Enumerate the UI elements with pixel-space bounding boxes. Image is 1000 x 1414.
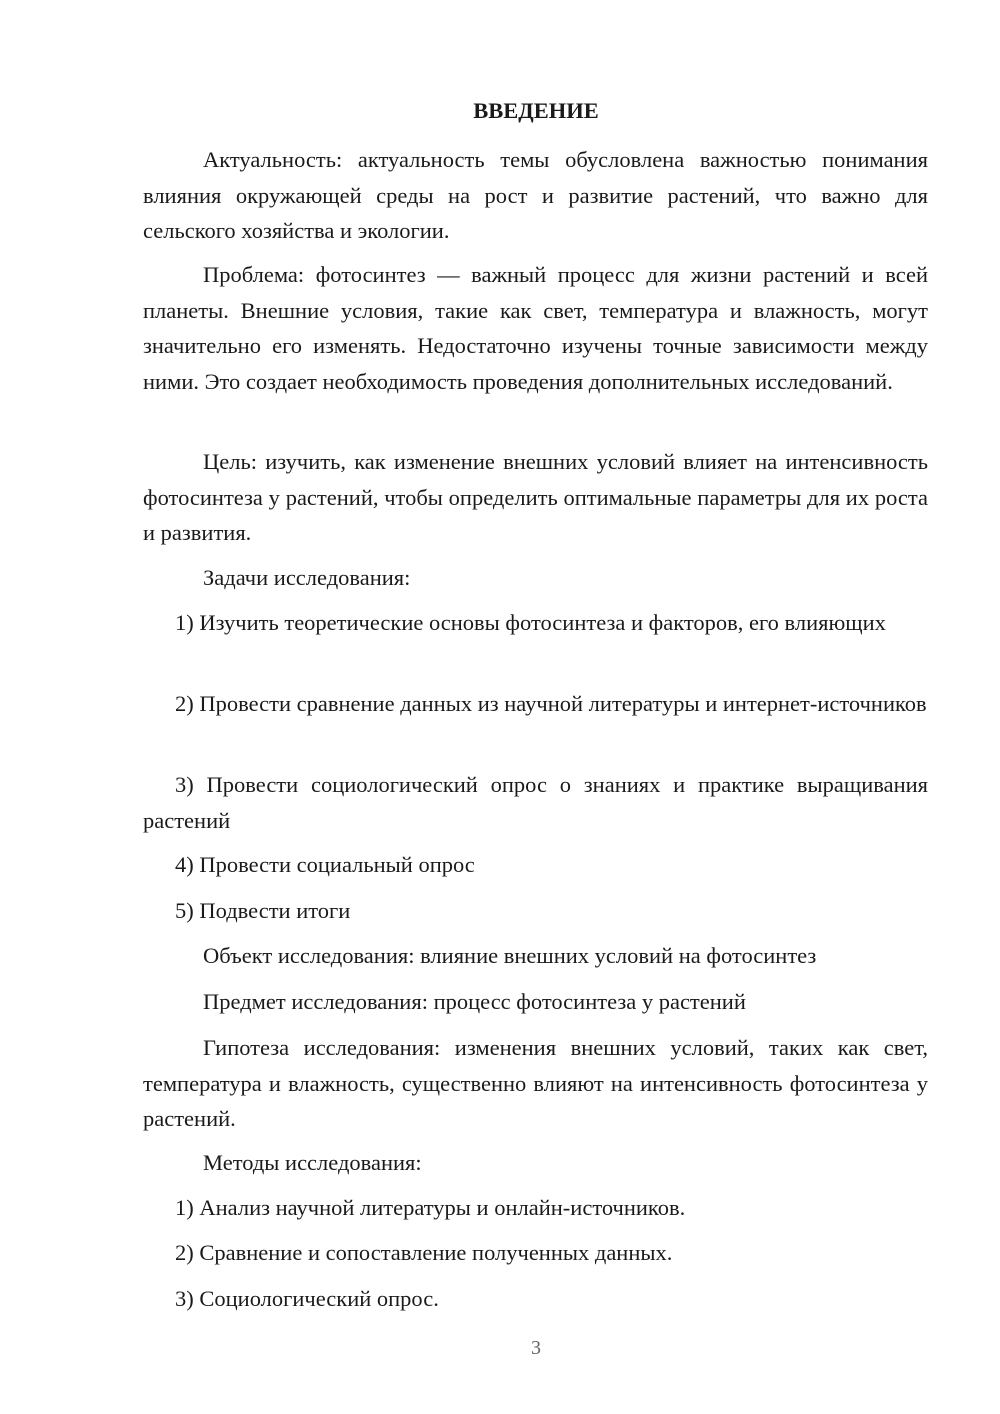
task-item-5: 5) Подвести итоги: [175, 898, 351, 923]
goal-paragraph: Цель: изучить, как изменение внешних условий влияет на интенсивность фотосинтеза у растений, чтобы определить оптимальные параметры для их роста и развития.: [143, 449, 928, 545]
methods-heading: Методы исследования:: [203, 1150, 422, 1175]
method-item-2: 2) Сравнение и сопоставление полученных данных.: [175, 1240, 673, 1265]
problem-paragraph: Проблема: фотосинтез — важный процесс для жизни растений и всей планеты. Внешние условия, такие как свет, температура и влажность, могут значительно его изменять. Недостаточно изучены точные зависимости между ними. Это создает необходимость проведения дополнительных исследований.: [143, 262, 928, 394]
hypothesis-paragraph: Гипотеза исследования: изменения внешних условий, таких как свет, температура и влажность, существенно влияют на интенсивность фотосинтеза у растений.: [143, 1035, 928, 1131]
tasks-heading: Задачи исследования:: [203, 565, 411, 590]
page-title: ВВЕДЕНИЕ: [473, 98, 599, 123]
task-item-3: 3) Провести социологический опрос о знаниях и практике выращивания растений: [143, 772, 928, 833]
task-item-4: 4) Провести социальный опрос: [175, 852, 475, 877]
method-item-1: 1) Анализ научной литературы и онлайн-источников.: [175, 1195, 686, 1220]
task-item-2: 2) Провести сравнение данных из научной литературы и интернет-источников: [175, 691, 927, 716]
object-paragraph: Объект исследования: влияние внешних условий на фотосинтез: [203, 943, 817, 968]
task-item-1: 1) Изучить теоретические основы фотосинтеза и факторов, его влияющих: [175, 610, 886, 635]
page-number: 3: [531, 1337, 541, 1359]
relevance-paragraph: Актуальность: актуальность темы обусловлена важностью понимания влияния окружающей среды на рост и развитие растений, что важно для сельского хозяйства и экологии.: [143, 147, 928, 243]
subject-paragraph: Предмет исследования: процесс фотосинтеза у растений: [203, 989, 746, 1014]
method-item-3: 3) Социологический опрос.: [175, 1286, 439, 1311]
